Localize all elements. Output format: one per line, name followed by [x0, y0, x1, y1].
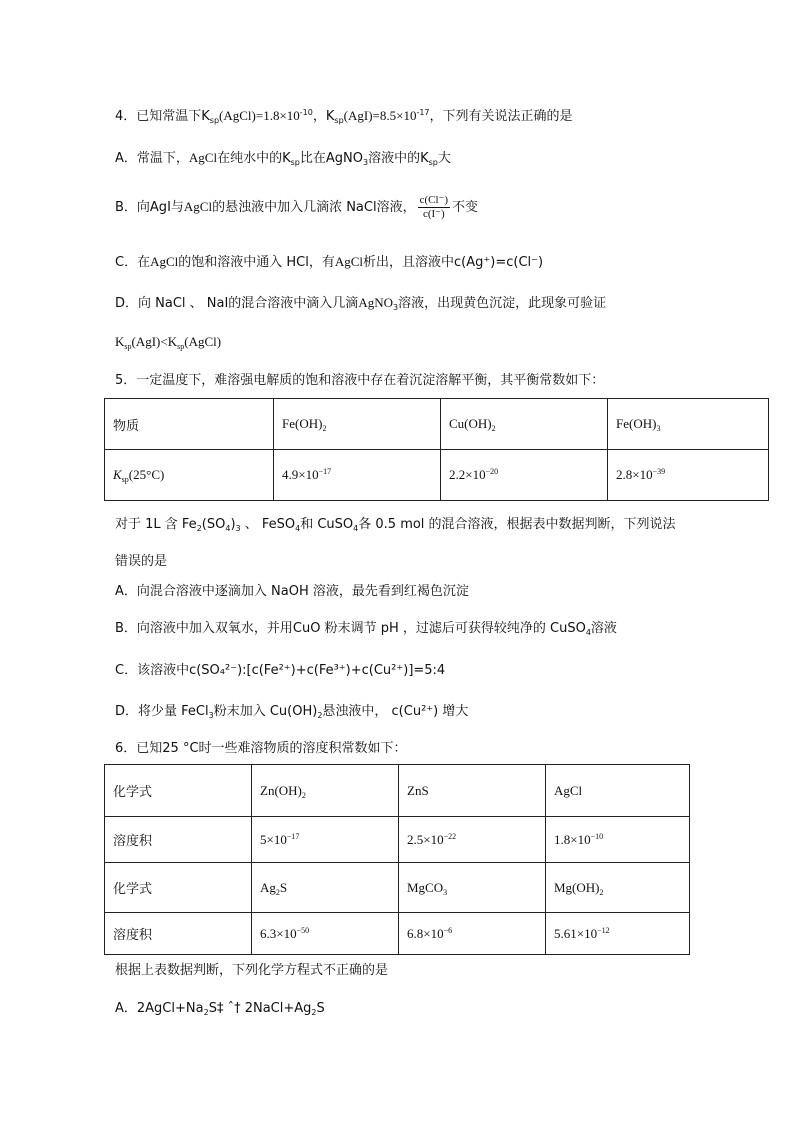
table-cell: $Zn(OH)_2$	[252, 765, 399, 817]
q6-option-a: A．$2AgCl+Na_2S\ddagger$ ˆ† $2NaCl+Ag_2S$	[115, 1001, 325, 1017]
table-cell: $2.2\times 10^{-20}$	[441, 450, 608, 501]
q4-option-d: D．向 NaCl 、 NaI的混合溶液中滴入几滴AgNO$_3$溶液，出现黄色沉淀，此现象可验证	[115, 295, 607, 312]
table-cell: 物质	[105, 399, 274, 450]
q4-option-c: C．在AgCl的饱和溶液中通入 HCl，有AgCl析出，且溶液中c(Ag⁺)=c(Cl⁻)	[115, 254, 544, 270]
q4-option-d-continued: $K_{sp}(AgI)<K_{sp}(AgCl)$	[115, 334, 222, 351]
q5-ksp-table	[104, 398, 769, 501]
q5-stem: 5．一定温度下，难溶强电解质的饱和溶液中存在着沉淀溶解平衡，其平衡常数如下：	[115, 373, 605, 388]
table-row	[105, 863, 690, 913]
table-row	[105, 765, 690, 817]
table-cell: 溶度积	[105, 913, 252, 955]
table-cell: $Mg(OH)_2$	[546, 863, 690, 913]
table-cell: $Fe(OH)_3$	[608, 399, 769, 450]
table-cell: $4.9\times 10^{-17}$	[274, 450, 441, 501]
table-row	[105, 399, 769, 450]
table-cell: $5.61\times 10^{-12}$	[546, 913, 690, 955]
q5-option-c: C．该溶液中c(SO₄²⁻):[c(Fe²⁺)+c(Fe³⁺)+c(Cu²⁺)]=5:4	[115, 663, 446, 678]
q4-stem: 4．已知常温下$K_{sp}(AgCl)=1.8\times 10^{-10}$，$K_{sp}(AgI)=8.5\times 10^{-17}$，下列有关说法正确的是	[115, 108, 573, 125]
table-cell: MgCO$_3$	[399, 863, 546, 913]
table-cell: $5\times 10^{-17}$	[252, 817, 399, 863]
table-row	[105, 450, 769, 501]
table-cell: ZnS	[399, 765, 546, 817]
q4-option-a: A．常温下，AgCl在纯水中的$K_{sp}$比在AgNO$_3$溶液中的$K_{sp}$大	[115, 150, 451, 167]
table-cell: $6.3\times 10^{-50}$	[252, 913, 399, 955]
table-cell: $1.8\times 10^{-10}$	[546, 817, 690, 863]
table-row	[105, 817, 690, 863]
q5-option-d: D．将少量 FeCl$_3$粉末加入 $Cu(OH)_2$悬浊液中， c(Cu²⁺) 增大	[115, 704, 469, 720]
q6-ksp-table	[104, 764, 690, 955]
table-cell: $Fe(OH)_2$	[274, 399, 441, 450]
q5-description-continued: 错误的是	[115, 554, 168, 569]
q5-description: 对于 1L 含 $Fe_2(SO_4)_3$ 、 FeSO$_4$和 CuSO$_4$各 0.5 mol 的混合溶液，根据表中数据判断，下列说法	[115, 517, 676, 533]
table-cell: $2.8\times 10^{-39}$	[608, 450, 769, 501]
table-row	[105, 913, 690, 955]
table-cell: $Ag_2S$	[252, 863, 399, 913]
q6-stem: 6．已知25 °C时一些难溶物质的溶度积常数如下：	[115, 741, 407, 756]
q6-description: 根据上表数据判断，下列化学方程式不正确的是	[115, 963, 389, 978]
q5-option-a: A．向混合溶液中逐滴加入 NaOH 溶液，最先看到红褐色沉淀	[115, 584, 469, 599]
q4-option-b: B．向AgI与AgCl的悬浊液中加入几滴浓 NaCl溶液， $\frac{c(Cl^-)}{c(I^-)}$ 不变	[115, 194, 479, 220]
table-cell: 化学式	[105, 863, 252, 913]
table-cell: $K_{sp}(25^\circ C)$	[105, 450, 274, 501]
table-cell: 化学式	[105, 765, 252, 817]
table-cell: 溶度积	[105, 817, 252, 863]
table-cell: $6.8\times 10^{-6}$	[399, 913, 546, 955]
q5-option-b: B．向溶液中加入双氧水，并用CuO 粉末调节 pH ，过滤后可获得较纯净的 CuSO$_4$溶液	[115, 621, 617, 637]
table-cell: $Cu(OH)_2$	[441, 399, 608, 450]
concentration-ratio-fraction: $\frac{c(Cl^-)}{c(I^-)}$	[419, 194, 449, 220]
table-cell: AgCl	[546, 765, 690, 817]
table-cell: $2.5\times 10^{-22}$	[399, 817, 546, 863]
